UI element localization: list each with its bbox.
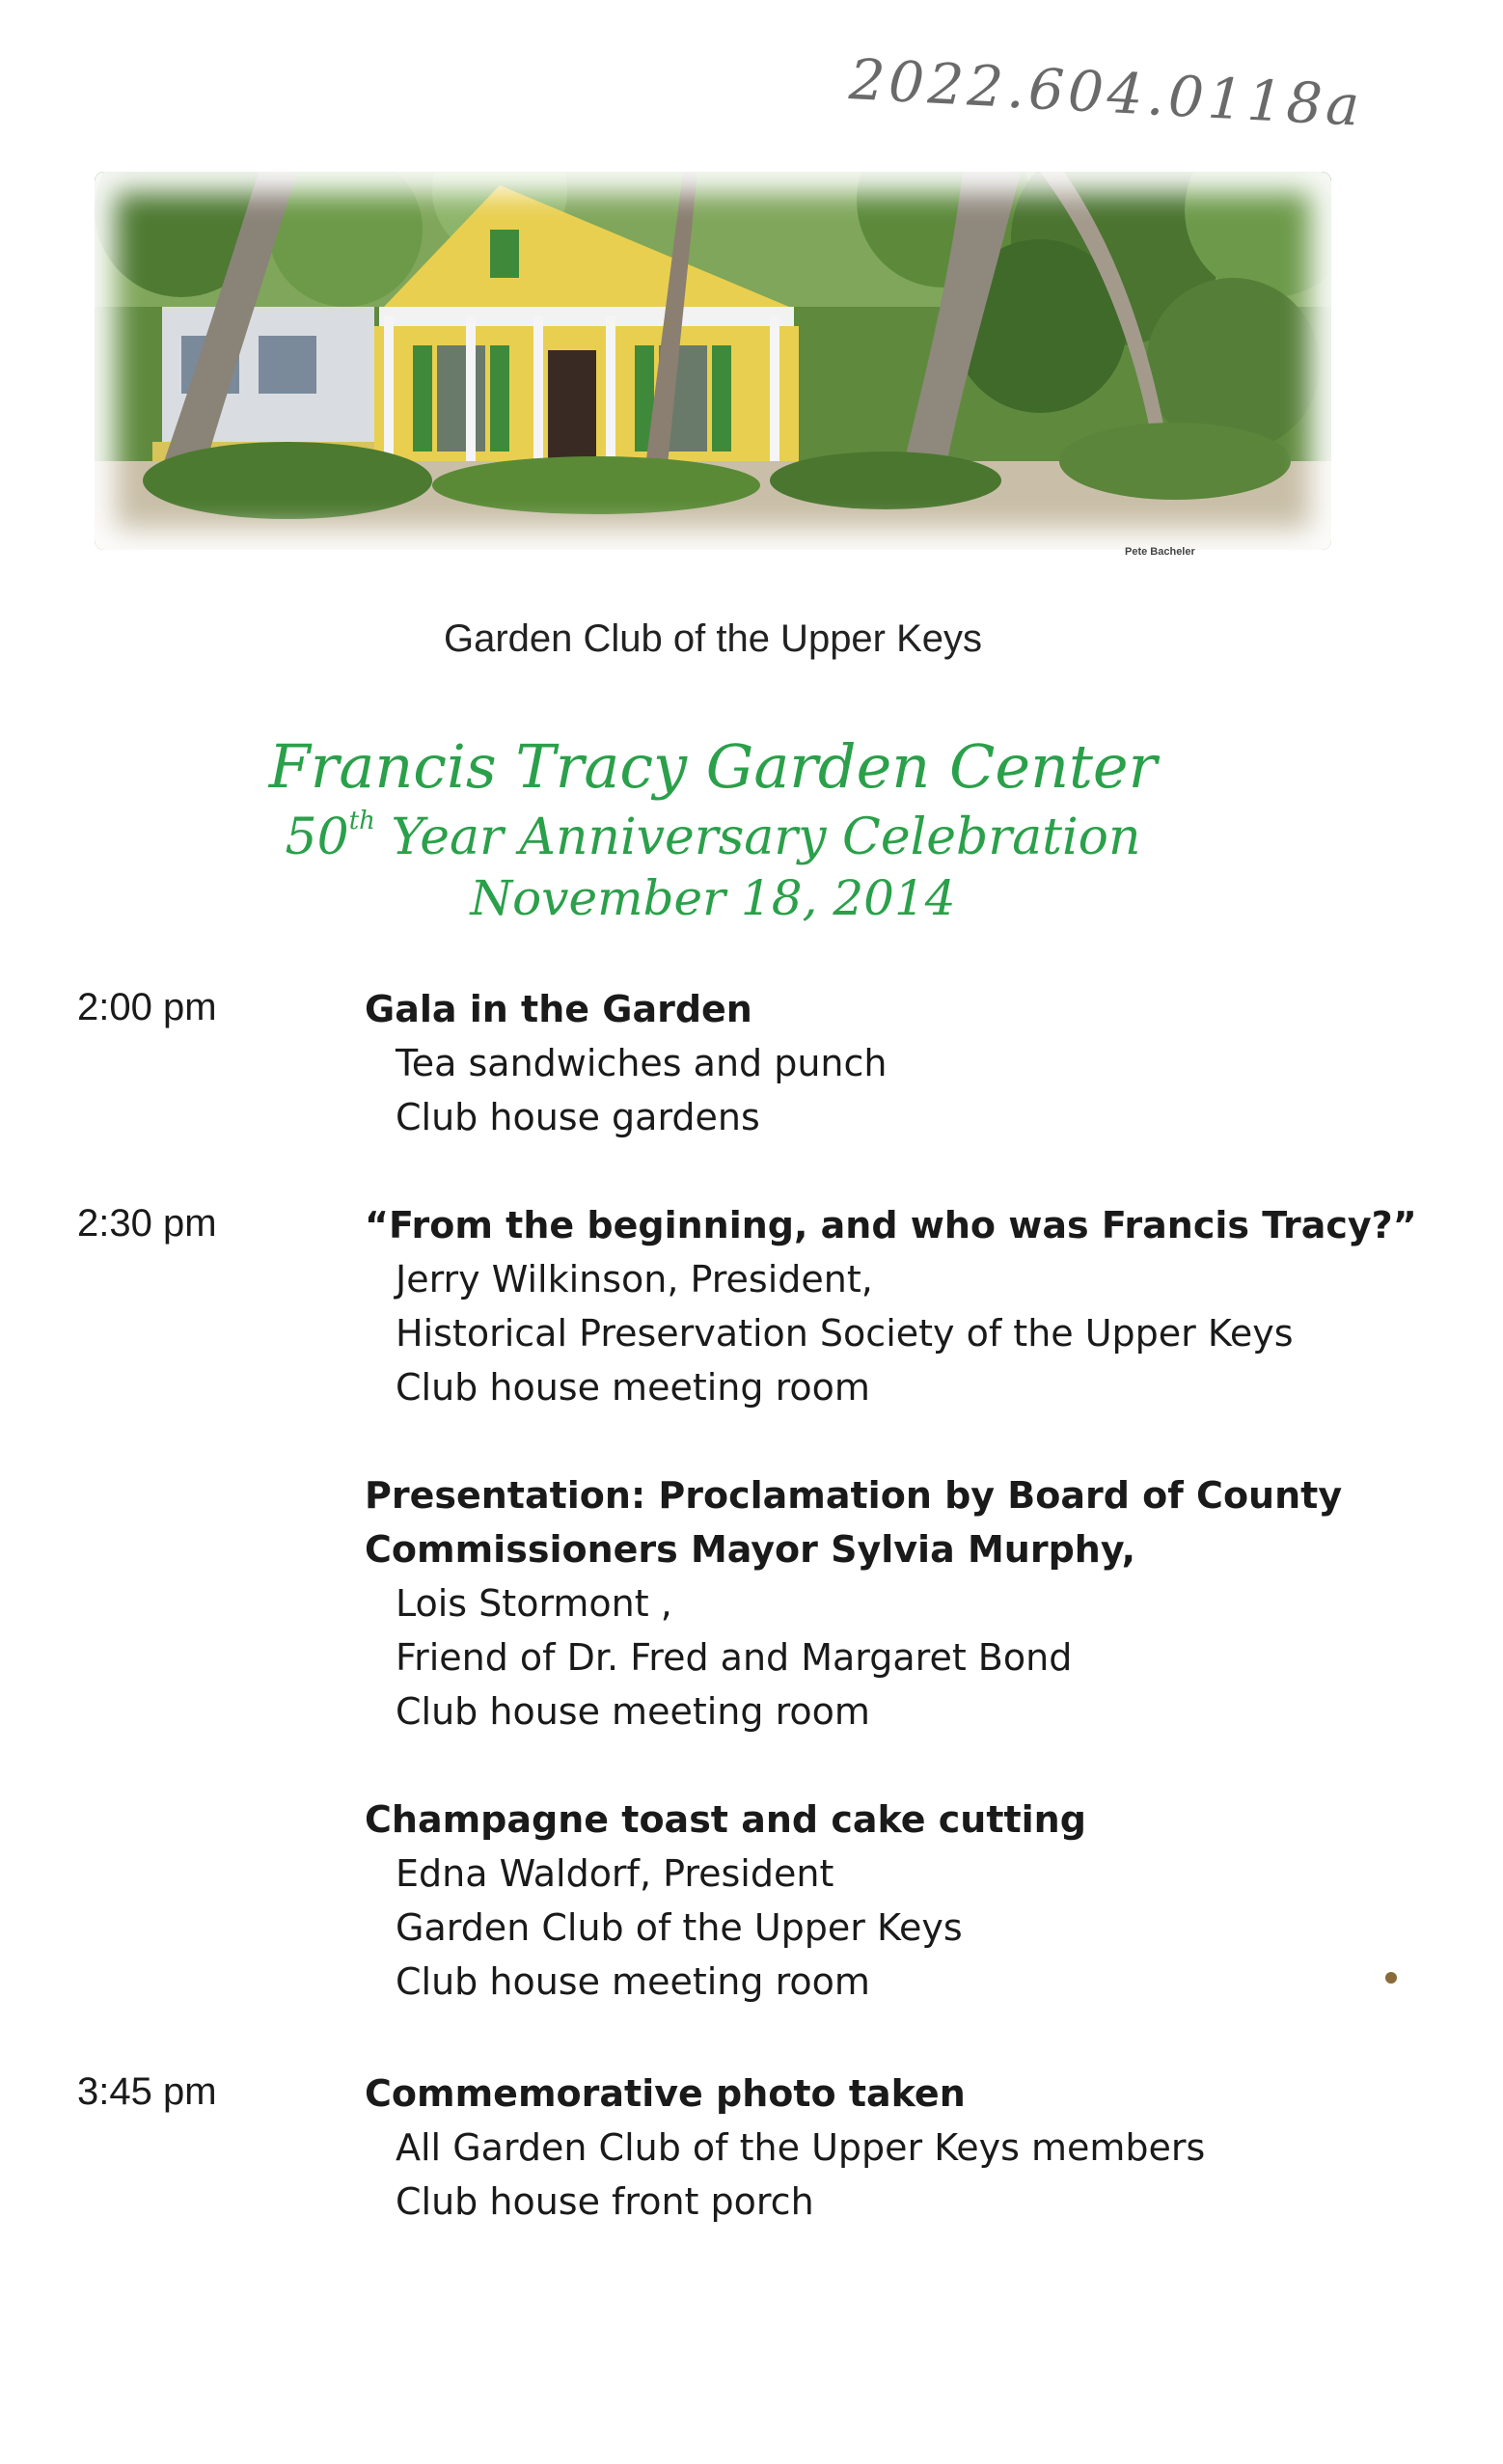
schedule-heading: Gala in the Garden xyxy=(365,988,752,1030)
anniversary-number: 50 xyxy=(285,808,349,866)
schedule-detail: Club house meeting room xyxy=(396,1960,870,2003)
schedule-detail: Historical Preservation Society of the Upper Keys xyxy=(396,1312,1294,1355)
schedule-time: 3:45 pm xyxy=(77,2070,217,2113)
schedule-heading: “From the beginning, and who was Francis Tracy?” xyxy=(365,1204,1417,1246)
schedule-heading: Commissioners Mayor Sylvia Murphy, xyxy=(365,1528,1136,1571)
house-illustration xyxy=(95,172,1331,550)
schedule-detail: All Garden Club of the Upper Keys members xyxy=(396,2126,1206,2169)
paper-speck xyxy=(1385,1972,1397,1984)
schedule-heading: Presentation: Proclamation by Board of County xyxy=(365,1474,1343,1517)
photo-credit: Pete Bacheler xyxy=(1125,546,1195,558)
schedule-detail: Jerry Wilkinson, President, xyxy=(396,1258,873,1300)
schedule-detail: Garden Club of the Upper Keys xyxy=(396,1906,963,1949)
garden-center-photo xyxy=(95,172,1331,550)
schedule-detail: Edna Waldorf, President xyxy=(396,1852,834,1895)
organization-name: Garden Club of the Upper Keys xyxy=(443,617,983,660)
event-subtitle xyxy=(0,807,1426,866)
schedule-detail: Club house meeting room xyxy=(396,1690,870,1733)
schedule-detail: Friend of Dr. Fred and Margaret Bond xyxy=(396,1636,1073,1679)
schedule-time: 2:30 pm xyxy=(77,1202,217,1245)
schedule-item xyxy=(365,1468,1426,1738)
event-title: Francis Tracy Garden Center xyxy=(268,731,1158,802)
schedule-time: 2:00 pm xyxy=(77,986,217,1028)
schedule-detail: Club house front porch xyxy=(396,2180,814,2223)
event-date: November 18, 2014 xyxy=(470,870,956,926)
handwritten-accession-number: 2022.604.0118a xyxy=(847,46,1365,139)
schedule-detail: Tea sandwiches and punch xyxy=(396,1042,888,1084)
schedule-item xyxy=(365,1198,1426,1414)
schedule-item xyxy=(365,982,1426,1144)
schedule-item xyxy=(365,2067,1426,2229)
schedule-detail: Lois Stormont , xyxy=(396,1582,672,1625)
schedule-item xyxy=(365,1793,1426,2009)
schedule-heading: Commemorative photo taken xyxy=(365,2072,966,2115)
schedule-detail: Club house gardens xyxy=(396,1096,760,1138)
anniversary-ordinal: th xyxy=(348,807,375,835)
anniversary-text: Year Anniversary Celebration xyxy=(374,808,1141,866)
schedule-detail: Club house meeting room xyxy=(396,1366,870,1409)
schedule-heading: Champagne toast and cake cutting xyxy=(365,1798,1086,1841)
